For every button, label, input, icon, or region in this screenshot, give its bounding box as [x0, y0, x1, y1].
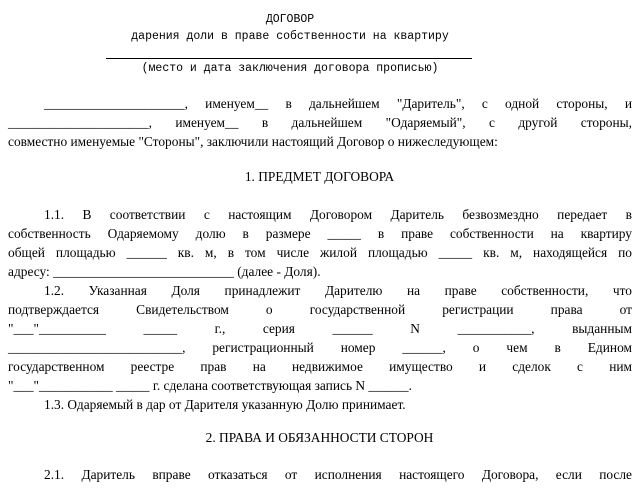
clause-line: 1.3. Одаряемый в дар от Дарителя указанную Долю принимает. — [44, 397, 406, 412]
clause-line: 2.1. Даритель вправе отказаться от исполнения настоящего Договора, если после — [44, 467, 632, 482]
clause-line: общей площадью ______ кв. м, в том числе жилой площадью _____ кв. м, находящейся по — [8, 245, 632, 260]
clause-line: "___"___________ _____ г. сделана соответствующая запись N ______. — [8, 378, 412, 393]
section-1-heading: 1. ПРЕДМЕТ ДОГОВОРА — [244, 169, 395, 184]
place-date-line — [106, 58, 472, 59]
clause-line: подтверждается Свидетельством о государственной регистрации права от — [8, 302, 632, 317]
document-subtitle: дарения доли в праве собственности на квартиру — [131, 30, 449, 43]
document-title: ДОГОВОР — [265, 13, 315, 26]
clause-line: "___"__________ _____ г., серия ______ N ___________, выданным — [8, 321, 632, 336]
clause-line: 1.2. Указанная Доля принадлежит Дарителю на праве собственности, что — [44, 283, 632, 298]
clause-1-3 — [8, 395, 632, 414]
preamble — [8, 94, 632, 151]
clause-2-1 — [8, 465, 632, 484]
clause-1-1 — [8, 205, 632, 281]
section-2-heading: 2. ПРАВА И ОБЯЗАННОСТИ СТОРОН — [205, 430, 434, 445]
clause-line: __________________________, регистрационный номер ______, о чем в Едином — [8, 340, 632, 355]
preamble-line: _____________________, именуем__ в дальнейшем "Одаряемый", с другой стороны, — [8, 115, 632, 130]
clause-line: собственность Одаряемому долю в размере _____ в праве собственности на квартиру — [8, 226, 632, 241]
clause-line: адресу: ___________________________ (далее - Доля). — [8, 264, 321, 279]
clause-1-2 — [8, 281, 632, 395]
place-date-caption: (место и дата заключения договора прописью) — [141, 62, 439, 75]
preamble-line: _____________________, именуем__ в дальнейшем "Даритель", с одной стороны, и — [44, 96, 632, 111]
preamble-line: совместно именуемые "Стороны", заключили настоящий Договор о нижеследующем: — [8, 134, 498, 149]
clause-line: 1.1. В соответствии с настоящим Договором Даритель безвозмездно передает в — [44, 207, 632, 222]
clause-line: государственном реестре прав на недвижимое имущество и сделок с ним — [8, 359, 632, 374]
